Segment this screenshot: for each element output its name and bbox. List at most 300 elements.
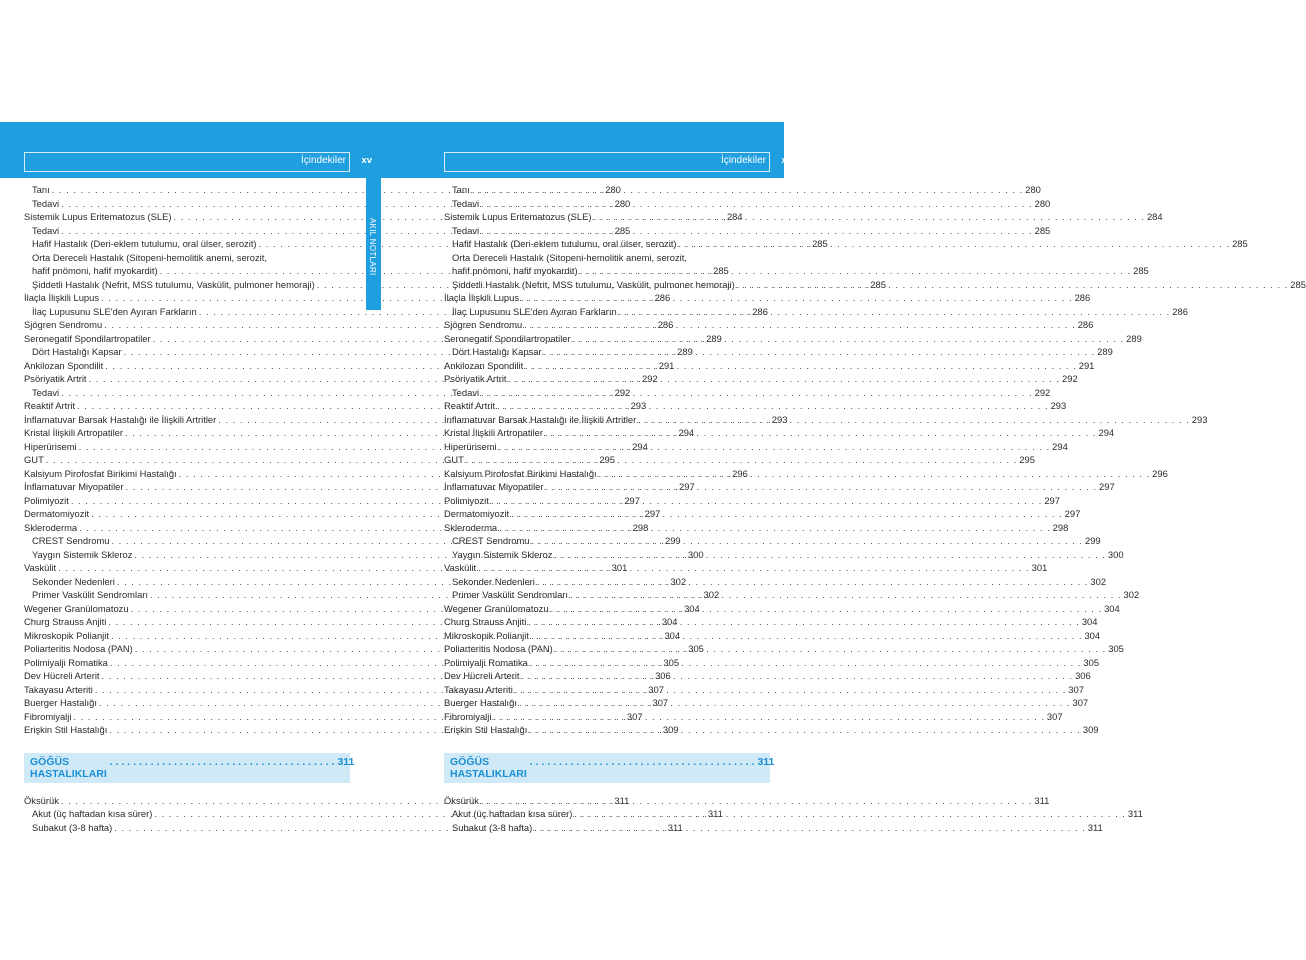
toc-entry-label: GUT xyxy=(24,454,44,465)
toc-entry-page: 311 xyxy=(1034,794,1050,806)
toc-entry xyxy=(444,345,1113,359)
toc-entry xyxy=(24,332,722,346)
toc-entry xyxy=(444,615,1098,629)
toc-entry-page: 291 xyxy=(658,359,675,371)
toc-entry xyxy=(24,251,346,265)
toc-entry-page: 295 xyxy=(1019,454,1035,465)
toc-entry-label: hafif pnömoni, hafif myokardit) xyxy=(452,265,578,276)
leader-dots xyxy=(530,656,1082,670)
toc-entry xyxy=(24,453,615,467)
leader-dots xyxy=(481,386,1033,400)
toc-entry xyxy=(444,669,1091,683)
leader-dots xyxy=(519,696,1071,710)
header-page-number: xv xyxy=(781,155,792,166)
leader-dots xyxy=(509,372,1061,386)
toc-entry xyxy=(444,426,1115,440)
toc-entry-label: Primer Vaskülit Sendromları xyxy=(32,589,149,600)
toc-entry xyxy=(24,386,631,400)
toc-entry-label: Hafif Hastalık (Deri-eklem tutulumu, oral ülser, serozit) xyxy=(452,238,677,249)
toc-entry-label: Polimiyozit xyxy=(24,494,69,506)
toc-entry-page: 305 xyxy=(1108,643,1124,654)
toc-entry-label: Primer Vaskülit Sendromları xyxy=(452,589,569,600)
toc-entry-page: 298 xyxy=(1052,521,1069,533)
toc-entry-label: Vaskülit xyxy=(24,562,57,573)
toc-entry-page: 300 xyxy=(1107,548,1124,560)
toc-entry-label: İlaç Lupusunu SLE'den Ayıran Farkların xyxy=(452,305,617,317)
header-title: İçindekiler xyxy=(300,155,346,166)
leader-dots xyxy=(546,480,1098,494)
toc-entry-page: 307 xyxy=(1046,710,1063,722)
leader-dots xyxy=(481,224,1033,238)
leader-dots xyxy=(497,399,1049,413)
toc-entry-page: 302 xyxy=(1090,575,1107,587)
toc-entry-page: 292 xyxy=(642,373,658,384)
toc-entry-label: Takayasu Arteriti xyxy=(444,683,513,695)
toc-entry-page: 291 xyxy=(1078,359,1095,371)
toc-entry xyxy=(444,305,1188,319)
toc-entry xyxy=(24,588,720,602)
section-page: 311 xyxy=(757,755,775,768)
toc-entry xyxy=(24,345,693,359)
toc-entry xyxy=(24,467,748,481)
toc-entry-page: 297 xyxy=(644,508,661,519)
toc-entry-label: İnflamatuvar Miyopatiler xyxy=(24,481,124,492)
toc-entry-page: 284 xyxy=(726,211,743,222)
toc-entry xyxy=(24,197,631,211)
toc-entry-page: 305 xyxy=(1083,656,1100,668)
toc-entry xyxy=(24,534,681,548)
toc-entry-label: Reaktif Artrit xyxy=(24,400,76,411)
leader-dots xyxy=(481,197,1033,211)
toc-entry-page: 305 xyxy=(688,643,704,654)
toc-entry-page: 297 xyxy=(1044,494,1060,506)
leader-dots xyxy=(529,723,1081,737)
toc-entry-label: Ankilozan Spondilit xyxy=(444,359,524,371)
toc-entry-page: 294 xyxy=(632,440,648,452)
toc-entry xyxy=(24,318,674,332)
leader-dots xyxy=(524,318,1076,332)
leader-dots xyxy=(593,210,1145,224)
toc-entry-label: Seronegatif Spondilartropatiler xyxy=(24,332,151,344)
toc-entry xyxy=(444,629,1101,643)
toc-entry-page: 294 xyxy=(678,427,695,438)
toc-entry-page: 294 xyxy=(1098,427,1115,438)
toc-entry-page: 280 xyxy=(1025,184,1041,195)
toc-entry-label: Dört Hastalığı Kapsar xyxy=(32,346,122,357)
toc-entry-page: 307 xyxy=(1068,683,1084,695)
toc-entry-label: hafif pnömoni, hafif myokardit) xyxy=(32,265,158,276)
toc-entry-label: İnflamatuvar Barsak Hastalığı ile İlişkili Artritler xyxy=(444,413,637,425)
toc-entry-page: 298 xyxy=(632,521,649,533)
toc-entry xyxy=(444,291,1091,305)
side-tab-label: AKIL NOTLARI xyxy=(368,218,377,276)
toc-entry-page: 285 xyxy=(614,224,631,236)
toc-entry-label: İlaçla İlişkili Lupus xyxy=(444,292,520,303)
toc-entry-label: Kalsiyum Pirofosfat Birikimi Hastalığı xyxy=(444,467,597,479)
toc-entry-label: Churg Strauss Anjiti xyxy=(24,616,107,627)
toc-entry-page: 285 xyxy=(1133,265,1149,276)
toc-entry-label: Poliarteritis Nodosa (PAN) xyxy=(444,643,553,654)
toc-entry-page: 286 xyxy=(1077,319,1094,330)
toc-entry-continuation xyxy=(444,264,1149,278)
toc-entry-page: 304 xyxy=(684,602,700,614)
toc-entry-label: İnflamatuvar Barsak Hastalığı ile İlişkili Artritler xyxy=(24,413,217,425)
toc-entry-page: 289 xyxy=(706,332,722,344)
toc-entry-label: Kristal İlişkili Artropatiler xyxy=(24,427,123,438)
toc-entry-page: 289 xyxy=(677,346,693,357)
toc-entry xyxy=(444,318,1094,332)
toc-entry-label: Yaygın Sistemik Skleroz xyxy=(452,548,553,560)
toc-entry xyxy=(444,480,1115,494)
toc-entry-page: 307 xyxy=(652,697,669,708)
leader-dots xyxy=(531,629,1083,643)
toc-entry-page: 311 xyxy=(1127,808,1143,819)
toc-entry-label: Hafif Hastalık (Deri-eklem tutulumu, oral ülser, serozit) xyxy=(32,238,257,249)
toc-entry-page: 293 xyxy=(1191,413,1208,425)
toc-entry xyxy=(444,359,1095,373)
toc-entry xyxy=(444,534,1101,548)
toc-entry xyxy=(444,696,1089,710)
toc-entry xyxy=(444,210,1163,224)
toc-entry-label: Şiddetli Hastalık (Nefrit, MSS tutulumu, Vaskülit, pulmoner hemoraji) xyxy=(32,278,315,290)
toc-entry-page: 309 xyxy=(662,724,679,735)
toc-entry-label: Sekonder Nedenleri xyxy=(32,575,115,587)
toc-entry xyxy=(444,237,1248,251)
toc-entry xyxy=(24,426,695,440)
leader-dots xyxy=(599,467,1151,481)
toc-entry xyxy=(24,723,679,737)
toc-entry-label: Vaskülit xyxy=(444,562,477,573)
toc-entry-page: 295 xyxy=(599,454,615,465)
toc-entry-page: 296 xyxy=(732,467,748,479)
toc-entry-label: Yaygın Sistemik Skleroz xyxy=(32,548,133,560)
toc-entry xyxy=(24,642,704,656)
leader-dots xyxy=(481,794,1033,808)
toc-entry xyxy=(444,332,1142,346)
toc-entry-label: Polimiyalji Romatika xyxy=(24,656,108,668)
toc-entry xyxy=(24,575,687,589)
toc-entry-page: 297 xyxy=(679,481,695,492)
toc-entry-page: 301 xyxy=(1031,562,1048,573)
toc-entry xyxy=(24,494,640,508)
toc-entry xyxy=(444,521,1069,535)
toc-page-right xyxy=(444,152,1306,834)
toc-entry-page: 307 xyxy=(648,683,664,695)
toc-entry-continuation xyxy=(24,264,729,278)
toc-entry-label: Tedavi xyxy=(32,197,60,209)
toc-entry xyxy=(24,548,704,562)
toc-entry-label: Mikroskopik Polianjit xyxy=(24,629,109,641)
toc-entry-page: 300 xyxy=(687,548,704,560)
toc-entry xyxy=(24,602,700,616)
toc-entry-page: 299 xyxy=(664,535,681,546)
toc-entry-page: 307 xyxy=(1072,697,1089,708)
toc-entry xyxy=(24,278,886,292)
toc-entry-page: 286 xyxy=(1074,292,1091,303)
leader-dots xyxy=(528,615,1080,629)
toc-entry xyxy=(444,723,1099,737)
toc-entry xyxy=(24,521,649,535)
section-title: GÖĞÜS HASTALIKLARI xyxy=(450,755,527,780)
toc-entry-page: 306 xyxy=(655,670,671,681)
toc-entry-page: 309 xyxy=(1082,724,1099,735)
toc-entry-label: Skleroderma xyxy=(24,521,78,533)
toc-entry-page: 307 xyxy=(626,710,643,722)
leader-dots xyxy=(638,413,1190,427)
toc-entry xyxy=(444,683,1084,697)
section-toc-list xyxy=(24,794,723,835)
toc-entry xyxy=(24,237,828,251)
toc-entry xyxy=(444,467,1168,481)
toc-entry-page: 311 xyxy=(707,808,723,819)
toc-entry xyxy=(24,480,695,494)
leader-dots xyxy=(493,710,1045,724)
toc-entry-page: 299 xyxy=(1084,535,1101,546)
toc-entry-page: 286 xyxy=(752,305,768,317)
toc-entry-label: Churg Strauss Anjiti xyxy=(444,616,527,627)
toc-entry xyxy=(444,575,1107,589)
leader-dots xyxy=(545,426,1097,440)
toc-entry-label: Skleroderma xyxy=(444,521,498,533)
leader-dots xyxy=(580,264,1132,278)
leader-dots xyxy=(466,453,1018,467)
toc-entry xyxy=(24,372,658,386)
toc-entry-label: Poliarteritis Nodosa (PAN) xyxy=(24,643,133,654)
toc-entry xyxy=(24,399,647,413)
toc-entry-label: Wegener Granülomatozu xyxy=(444,602,549,614)
toc-entry-page: 286 xyxy=(654,292,671,303)
toc-entry xyxy=(24,629,681,643)
toc-entry xyxy=(24,507,661,521)
section-toc-list xyxy=(444,794,1143,835)
toc-entry-label: Buerger Hastalığı xyxy=(24,697,97,708)
leader-dots xyxy=(737,278,1289,292)
toc-entry-label: Ankilozan Spondilit xyxy=(24,359,104,371)
toc-entry-page: 280 xyxy=(614,197,631,209)
toc-entry xyxy=(444,453,1035,467)
toc-entry-label: Tanı xyxy=(32,184,50,195)
toc-entry-label: Erişkin Stil Hastalığı xyxy=(24,724,108,735)
toc-entry xyxy=(444,440,1068,454)
toc-entry-page: 304 xyxy=(1084,629,1101,641)
toc-entry xyxy=(444,602,1120,616)
toc-entry xyxy=(444,183,1041,197)
toc-entry-page: 296 xyxy=(1152,467,1168,479)
leader-dots xyxy=(491,494,1043,508)
toc-entry-page: 285 xyxy=(1290,278,1306,290)
toc-list xyxy=(444,183,1306,753)
toc-entry-page: 289 xyxy=(1097,346,1113,357)
toc-entry-label: Fibromiyalji xyxy=(444,710,492,722)
leader-dots xyxy=(544,345,1096,359)
toc-entry-label: Subakut (3-8 hafta) xyxy=(452,821,533,833)
toc-entry xyxy=(444,794,1050,808)
toc-entry-label: Polimiyalji Romatika xyxy=(444,656,528,668)
toc-entry xyxy=(444,494,1060,508)
toc-entry-page: 280 xyxy=(605,184,621,195)
side-tab xyxy=(366,178,381,310)
toc-entry xyxy=(444,399,1067,413)
toc-entry-page: 306 xyxy=(1075,670,1091,681)
toc-entry xyxy=(444,548,1124,562)
toc-entry xyxy=(24,561,628,575)
toc-entry-page: 280 xyxy=(1034,197,1051,209)
toc-entry-page: 293 xyxy=(1050,400,1067,411)
toc-entry-page: 302 xyxy=(1123,589,1140,600)
toc-entry-page: 311 xyxy=(614,794,630,806)
toc-entry-label: Polimiyozit xyxy=(444,494,489,506)
toc-entry-label: Kristal İlişkili Artropatiler xyxy=(444,427,543,438)
toc-entry xyxy=(444,413,1208,427)
leader-dots xyxy=(555,642,1107,656)
toc-entry-label: Reaktif Artrit xyxy=(444,400,496,411)
toc-entry-label: Hiperürisemi xyxy=(444,440,497,452)
toc-entry-label: Akut (üç haftadan kısa sürer) xyxy=(452,808,573,819)
toc-entry-label: Sjögren Sendromu xyxy=(24,319,103,330)
leader-dots xyxy=(554,548,1106,562)
toc-entry xyxy=(24,440,648,454)
toc-entry-label: GUT xyxy=(444,454,464,465)
toc-entry-page: 292 xyxy=(614,386,631,398)
toc-entry xyxy=(444,710,1063,724)
toc-entry-page: 285 xyxy=(870,278,886,290)
toc-entry xyxy=(444,821,1103,835)
toc-entry-label: Tedavi xyxy=(452,197,480,209)
toc-entry-label: Tedavi xyxy=(452,386,480,398)
toc-entry xyxy=(444,251,766,265)
leader-dots xyxy=(551,602,1103,616)
toc-entry xyxy=(444,656,1100,670)
toc-entry-label: Wegener Granülomatozu xyxy=(24,602,129,614)
toc-entry-label: Fibromiyalji xyxy=(24,710,72,722)
toc-entry xyxy=(24,710,643,724)
toc-entry xyxy=(444,278,1306,292)
toc-entry-page: 302 xyxy=(670,575,687,587)
toc-entry-page: 302 xyxy=(703,589,720,600)
toc-entry-page: 292 xyxy=(1034,386,1051,398)
toc-entry-label: Buerger Hastalığı xyxy=(444,697,517,708)
toc-entry-label: Dermatomiyozit xyxy=(444,508,510,519)
toc-entry-label: Öksürük xyxy=(444,794,479,806)
toc-entry xyxy=(24,615,678,629)
leader-dots xyxy=(499,440,1051,454)
toc-entry-page: 304 xyxy=(661,616,678,627)
toc-entry xyxy=(444,372,1078,386)
toc-entry-label: Hiperürisemi xyxy=(24,440,77,452)
leader-dots xyxy=(679,237,1231,251)
toc-entry-label: Sjögren Sendromu xyxy=(444,319,523,330)
toc-entry xyxy=(24,821,683,835)
section-title: GÖĞÜS HASTALIKLARI xyxy=(30,755,107,780)
page-header xyxy=(444,152,792,172)
toc-entry-label: Seronegatif Spondilartropatiler xyxy=(444,332,571,344)
toc-entry-label: İlaçla İlişkili Lupus xyxy=(24,292,100,303)
toc-entry xyxy=(444,197,1051,211)
leader-dots xyxy=(570,588,1122,602)
leader-dots xyxy=(619,305,1171,319)
header-title: İçindekiler xyxy=(720,155,766,166)
toc-entry xyxy=(24,683,664,697)
leader-dots xyxy=(499,521,1051,535)
toc-entry-page: 297 xyxy=(1099,481,1115,492)
toc-entry xyxy=(444,588,1140,602)
toc-entry-label: Kalsiyum Pirofosfat Birikimi Hastalığı xyxy=(24,467,177,479)
leader-dots xyxy=(511,507,1063,521)
toc-entry xyxy=(24,183,621,197)
leader-dots xyxy=(521,291,1073,305)
toc-entry-page: 311 xyxy=(667,821,683,833)
toc-entry-label: İlaç Lupusunu SLE'den Ayıran Farkların xyxy=(32,305,197,317)
toc-entry-label: Psöriyatik Artrit xyxy=(24,373,87,384)
toc-entry xyxy=(24,656,680,670)
toc-entry xyxy=(24,359,675,373)
toc-entry-label: CREST Sendromu xyxy=(32,535,110,546)
toc-entry-label: Subakut (3-8 hafta) xyxy=(32,821,113,833)
toc-entry-page: 285 xyxy=(1232,238,1248,249)
leader-dots xyxy=(537,575,1089,589)
toc-entry xyxy=(24,807,723,821)
toc-entry-page: 301 xyxy=(611,562,628,573)
toc-entry-label: Dev Hücreli Arterit xyxy=(24,670,100,681)
toc-entry-label: Orta Dereceli Hastalık (Sitopeni-hemolitik anemi, serozit, xyxy=(32,251,267,263)
page-header xyxy=(24,152,372,172)
leader-dots xyxy=(574,807,1126,821)
toc-entry-label: Tedavi xyxy=(32,386,60,398)
toc-entry xyxy=(24,794,630,808)
toc-entry xyxy=(444,807,1143,821)
toc-entry-label: Dermatomiyozit xyxy=(24,508,90,519)
toc-entry xyxy=(24,210,743,224)
leader-dots xyxy=(472,183,1024,197)
toc-entry xyxy=(24,291,671,305)
toc-entry-page: 294 xyxy=(1052,440,1068,452)
leader-dots xyxy=(573,332,1125,346)
toc-entry-label: Tanı xyxy=(452,184,470,195)
toc-entry xyxy=(444,507,1081,521)
toc-entry-page: 286 xyxy=(657,319,674,330)
toc-entry xyxy=(24,413,788,427)
toc-entry-label: Tedavi xyxy=(452,224,480,236)
toc-entry-page: 304 xyxy=(664,629,681,641)
toc-entry-page: 284 xyxy=(1146,211,1163,222)
leader-dots xyxy=(534,821,1086,835)
toc-entry-page: 305 xyxy=(663,656,680,668)
section-heading xyxy=(24,753,355,783)
toc-entry-page: 293 xyxy=(771,413,788,425)
toc-entry xyxy=(24,669,671,683)
leader-dots xyxy=(522,669,1074,683)
toc-entry-label: Mikroskopik Polianjit xyxy=(444,629,529,641)
toc-entry-page: 292 xyxy=(1062,373,1078,384)
toc-entry-label: Erişkin Stil Hastalığı xyxy=(444,724,528,735)
leader-dots xyxy=(478,561,1030,575)
toc-entry-page: 293 xyxy=(630,400,647,411)
toc-entry xyxy=(444,224,1051,238)
section-heading xyxy=(444,753,775,783)
leader-dots xyxy=(525,359,1077,373)
toc-entry-page: 285 xyxy=(713,265,729,276)
toc-entry-label: Tedavi xyxy=(32,224,60,236)
toc-entry-label: Sekonder Nedenleri xyxy=(452,575,535,587)
toc-entry-label: Psöriyatik Artrit xyxy=(444,373,507,384)
toc-entry-label: Takayasu Arteriti xyxy=(24,683,93,695)
section-page: 311 xyxy=(337,755,355,768)
toc-entry-page: 297 xyxy=(624,494,640,506)
toc-entry-label: Öksürük xyxy=(24,794,59,806)
toc-entry-label: Şiddetli Hastalık (Nefrit, MSS tutulumu, Vaskülit, pulmoner hemoraji) xyxy=(452,278,735,290)
toc-entry-label: Akut (üç haftadan kısa sürer) xyxy=(32,808,153,819)
toc-entry-page: 304 xyxy=(1104,602,1120,614)
